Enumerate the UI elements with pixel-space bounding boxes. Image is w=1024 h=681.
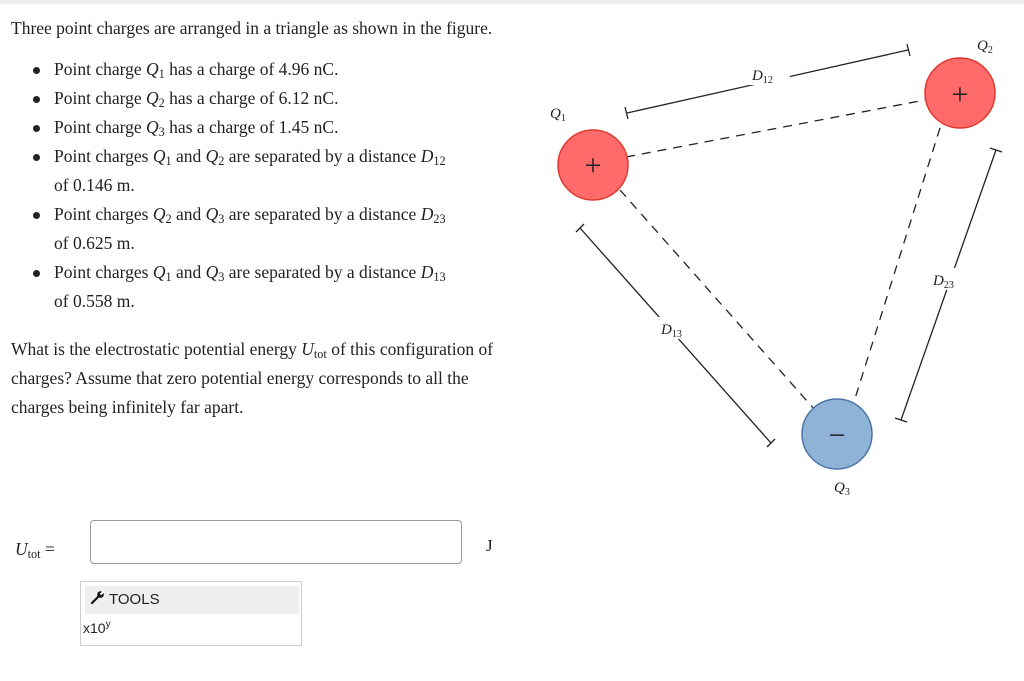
charge-symbol: Q <box>146 88 159 108</box>
bullet-text: are separated by a distance <box>224 262 421 282</box>
d13-label: $D_{13}$ <box>661 322 682 340</box>
scientific-notation-button[interactable] <box>83 620 111 636</box>
side-q1-q2 <box>626 100 925 157</box>
triangle-figure <box>530 20 1010 520</box>
tools-button[interactable] <box>85 586 299 614</box>
distance-symbol: D <box>420 204 434 224</box>
bullet-text: Point charge <box>54 59 147 79</box>
bullet-text: has a charge of 4.96 nC. <box>164 59 339 79</box>
problem-text <box>11 14 511 422</box>
energy-subscript: tot <box>313 347 327 361</box>
charge-subscript: 2 <box>218 154 225 168</box>
bullet-text: has a charge of 1.45 nC. <box>164 117 339 137</box>
charge-subscript: 1 <box>165 154 172 168</box>
given-item-q1 <box>54 55 511 84</box>
charge-subscript: 1 <box>158 67 165 81</box>
bullet-text: Point charge <box>54 88 147 108</box>
side-q2-q3 <box>853 128 940 405</box>
q1-label: $Q_1$ <box>550 106 566 124</box>
distance-symbol: D <box>420 262 434 282</box>
plus-sign-q2: + <box>951 78 969 111</box>
top-border <box>0 0 1024 4</box>
x10-exponent: y <box>105 619 111 630</box>
minus-sign-q3: − <box>828 419 846 452</box>
question-text <box>11 335 511 422</box>
bullet-text: Point charges <box>54 146 153 166</box>
bullet-text: Point charges <box>54 204 153 224</box>
wrench-icon <box>91 586 105 614</box>
charge-symbol: Q <box>205 146 219 166</box>
plus-sign-q1: + <box>584 149 602 182</box>
side-q1-q3 <box>620 190 815 410</box>
q3-label: $Q_3$ <box>834 480 850 498</box>
charge-subscript: 3 <box>158 125 165 139</box>
d23-label: $D_{23}$ <box>933 273 954 291</box>
charge-subscript: 2 <box>165 212 172 226</box>
given-item-d13 <box>54 258 511 316</box>
answer-symbol: U <box>15 539 28 559</box>
bullet-continuation: of 0.558 m. <box>54 291 135 311</box>
question-part: What is the electrostatic potential energy <box>11 339 302 359</box>
bullet-text: and <box>171 146 206 166</box>
given-item-d23 <box>54 200 511 258</box>
distance-subscript: 12 <box>433 154 446 168</box>
charge-subscript: 2 <box>158 96 165 110</box>
bullet-text: Point charges <box>54 262 153 282</box>
answer-subscript: tot <box>27 547 41 561</box>
charge-subscript: 3 <box>218 212 225 226</box>
given-list <box>11 55 511 316</box>
bullet-text: has a charge of 6.12 nC. <box>164 88 339 108</box>
given-item-q3 <box>54 113 511 142</box>
charge-symbol: Q <box>152 146 166 166</box>
unit-label: J <box>486 536 493 555</box>
charge-symbol: Q <box>152 262 166 282</box>
bullet-text: Point charge <box>54 117 147 137</box>
bullet-continuation: of 0.146 m. <box>54 175 135 195</box>
given-item-q2 <box>54 84 511 113</box>
d12-label: $D_{12}$ <box>752 68 773 86</box>
charge-symbol: Q <box>205 204 219 224</box>
given-item-d12 <box>54 142 511 200</box>
tools-label: TOOLS <box>109 591 160 608</box>
charge-subscript: 3 <box>218 270 225 284</box>
bullet-text: and <box>171 262 206 282</box>
charge-symbol: Q <box>205 262 219 282</box>
charge-symbol: Q <box>152 204 166 224</box>
bullet-text: are separated by a distance <box>224 204 421 224</box>
bullet-continuation: of 0.625 m. <box>54 233 135 253</box>
bullet-text: are separated by a distance <box>224 146 421 166</box>
problem-intro: Three point charges are arranged in a triangle as shown in the figure. <box>11 18 493 38</box>
energy-symbol: U <box>301 339 314 359</box>
x10-base: x10 <box>83 620 106 636</box>
distance-subscript: 23 <box>433 212 446 226</box>
charge-symbol: Q <box>146 117 159 137</box>
bullet-text: and <box>171 204 206 224</box>
answer-input[interactable] <box>90 520 462 564</box>
answer-label <box>15 539 55 560</box>
equals-sign: = <box>40 539 55 559</box>
distance-symbol: D <box>420 146 434 166</box>
tools-panel <box>80 581 302 646</box>
charge-subscript: 1 <box>165 270 172 284</box>
charge-symbol: Q <box>146 59 159 79</box>
question-part: of this configuration of charges? Assume that zero potential energy corresponds to all the charges being infinitely far apart. <box>11 339 494 417</box>
q2-label: $Q_2$ <box>977 38 993 56</box>
distance-subscript: 13 <box>433 270 446 284</box>
